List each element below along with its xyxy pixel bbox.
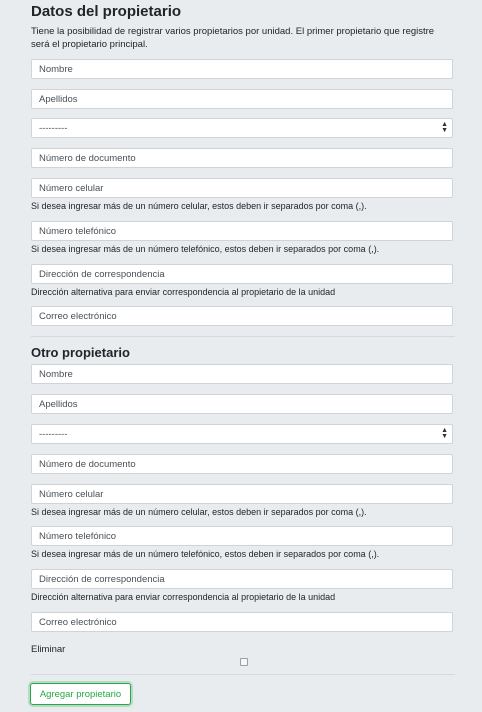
- other-document-type-select[interactable]: [31, 424, 453, 444]
- other-document-number-input[interactable]: Número de documento: [31, 454, 453, 474]
- mobile-help-text: Si desea ingresar más de un número celular, estos deben ir separados por coma (,).: [31, 201, 367, 211]
- document-number-input[interactable]: Número de documento: [31, 148, 453, 168]
- document-type-value: ---------: [39, 123, 68, 134]
- phone-help-text: Si desea ingresar más de un número telefónico, estos deben ir separados por coma (,).: [31, 244, 380, 254]
- delete-checkbox[interactable]: [240, 658, 248, 666]
- other-phone-number-input[interactable]: Número telefónico: [31, 526, 453, 546]
- other-mobile-help-text: Si desea ingresar más de un número celular, estos deben ir separados por coma (,).: [31, 507, 367, 517]
- first-name-input[interactable]: Nombre: [31, 59, 453, 79]
- mobile-number-input[interactable]: Número celular: [31, 178, 453, 198]
- address-input[interactable]: Dirección de correspondencia: [31, 264, 453, 284]
- phone-number-input[interactable]: Número telefónico: [31, 221, 453, 241]
- delete-label: Eliminar: [31, 644, 66, 655]
- other-owner-title: Otro propietario: [31, 345, 130, 360]
- other-document-type-value: ---------: [39, 429, 68, 440]
- other-first-name-input[interactable]: Nombre: [31, 364, 453, 384]
- other-last-name-input[interactable]: Apellidos: [31, 394, 453, 414]
- other-email-input[interactable]: Correo electrónico: [31, 612, 453, 632]
- last-name-input[interactable]: Apellidos: [31, 89, 453, 109]
- other-mobile-number-input[interactable]: Número celular: [31, 484, 453, 504]
- other-phone-help-text: Si desea ingresar más de un número telefónico, estos deben ir separados por coma (,).: [31, 549, 380, 559]
- select-updown-icon: ▲ ▼: [441, 121, 448, 134]
- owner-intro-text: Tiene la posibilidad de registrar varios propietarios por unidad. El primer propietario que registre será el propietario principal.: [31, 26, 435, 50]
- select-updown-icon: ▲ ▼: [441, 427, 448, 440]
- address-help-text: Dirección alternativa para enviar correspondencia al propietario de la unidad: [31, 287, 336, 297]
- other-address-input[interactable]: Dirección de correspondencia: [31, 569, 453, 589]
- section-divider: [31, 336, 455, 337]
- document-type-select[interactable]: [31, 118, 453, 138]
- email-input[interactable]: Correo electrónico: [31, 306, 453, 326]
- other-address-help-text: Dirección alternativa para enviar correspondencia al propietario de la unidad: [31, 592, 336, 602]
- actions-divider: [31, 674, 455, 675]
- add-owner-button[interactable]: Agregar propietario: [30, 683, 131, 705]
- owner-section-title: Datos del propietario: [31, 3, 182, 20]
